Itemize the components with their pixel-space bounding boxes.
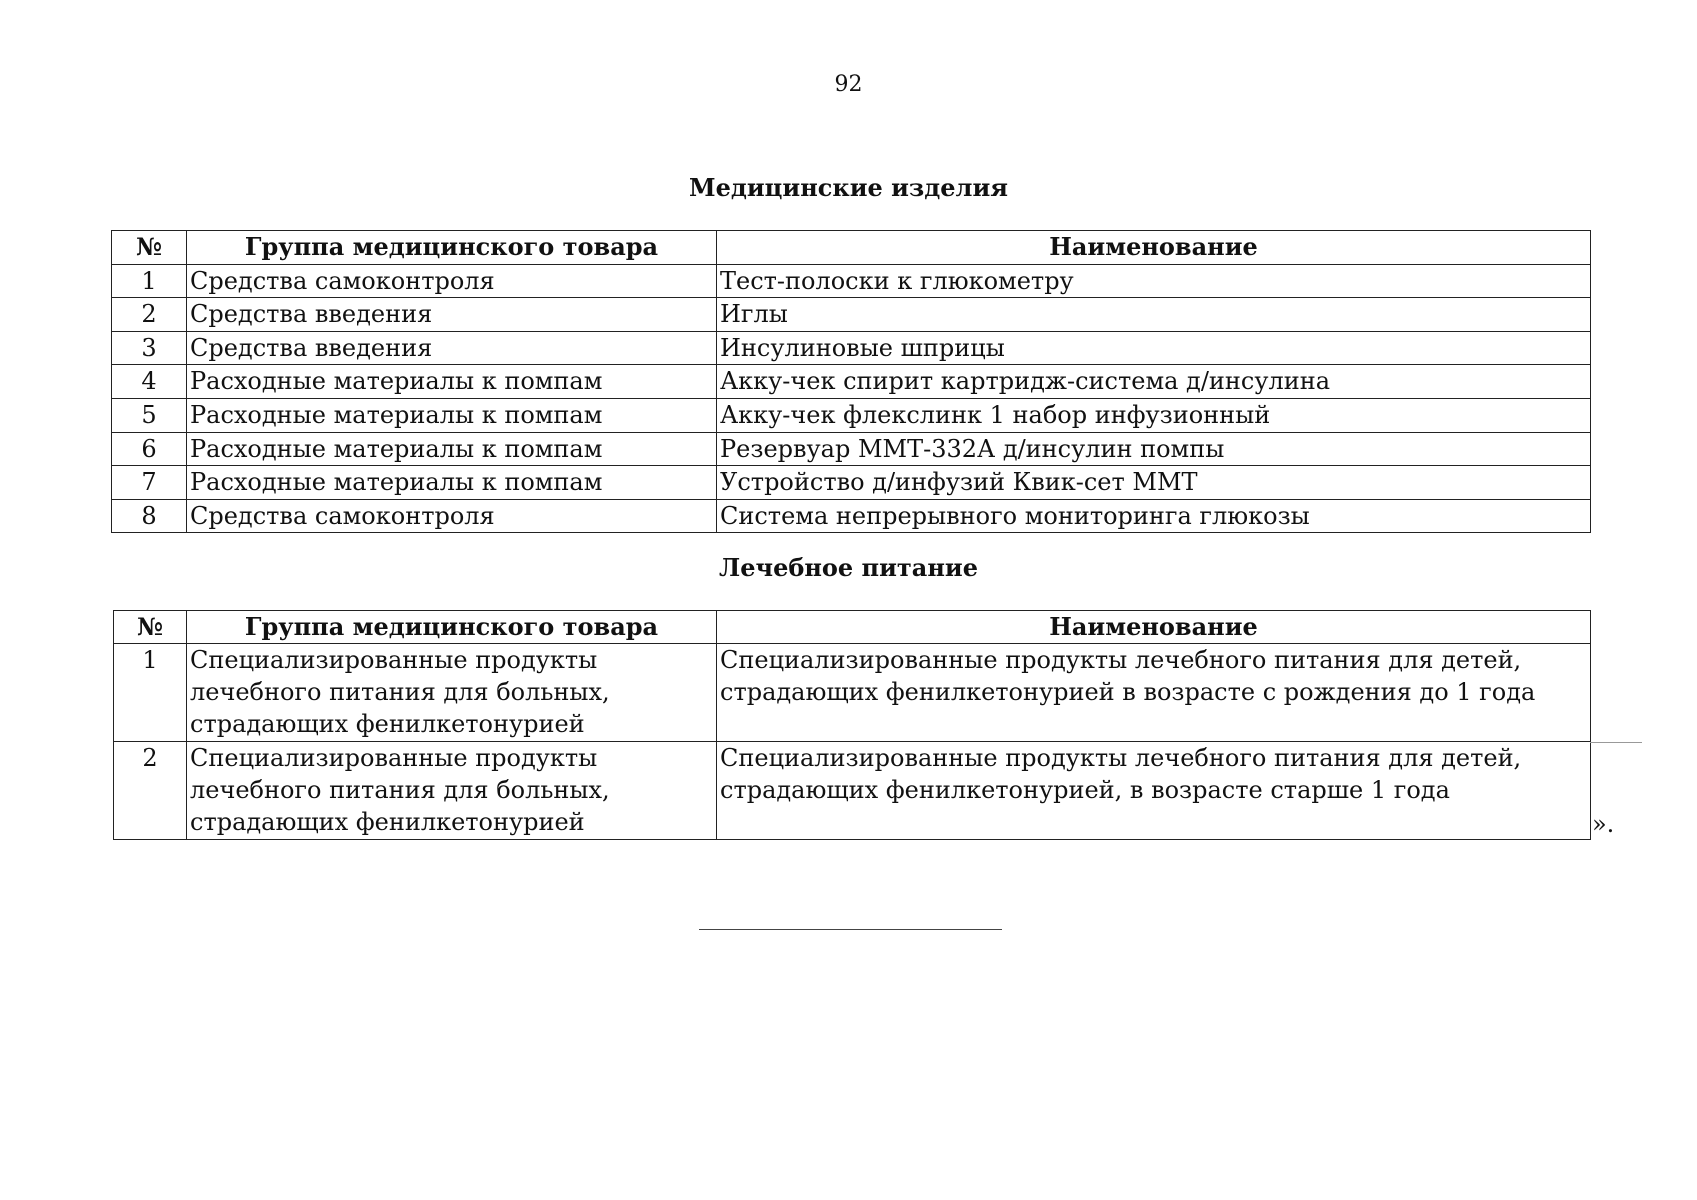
table-header-row bbox=[112, 231, 1591, 265]
row-number: 6 bbox=[112, 432, 187, 466]
row-name: Тест-полоски к глюкометру bbox=[717, 264, 1591, 298]
table-row bbox=[112, 398, 1591, 432]
page-number: 92 bbox=[834, 72, 863, 97]
row-name: Инсулиновые шприцы bbox=[717, 331, 1591, 365]
row-group: Средства введения bbox=[187, 331, 717, 365]
row-number: 1 bbox=[114, 644, 187, 742]
column-header-number: № bbox=[112, 231, 187, 265]
table-row bbox=[114, 644, 1591, 742]
row-group: Расходные материалы к помпам bbox=[187, 365, 717, 399]
table-row bbox=[112, 365, 1591, 399]
row-group: Специализированные продукты лечебного питания для больных, страдающих фенилкетонурией bbox=[187, 742, 717, 840]
table-row bbox=[112, 331, 1591, 365]
medical-devices-table bbox=[111, 230, 1591, 533]
row-name: Акку-чек спирит картридж-система д/инсулина bbox=[717, 365, 1591, 399]
column-header-group: Группа медицинского товара bbox=[187, 231, 717, 265]
column-header-name: Наименование bbox=[717, 611, 1591, 644]
row-name: Специализированные продукты лечебного питания для детей, страдающих фенилкетонурией, в возрасте старше 1 года bbox=[717, 742, 1591, 840]
row-group: Средства самоконтроля bbox=[187, 264, 717, 298]
row-name: Резервуар ММТ-332А д/инсулин помпы bbox=[717, 432, 1591, 466]
row-group: Средства введения bbox=[187, 298, 717, 332]
row-group: Специализированные продукты лечебного питания для больных, страдающих фенилкетонурией bbox=[187, 644, 717, 742]
row-number: 2 bbox=[112, 298, 187, 332]
footer-rule bbox=[699, 929, 1002, 930]
row-name: Акку-чек флекслинк 1 набор инфузионный bbox=[717, 398, 1591, 432]
column-header-number: № bbox=[114, 611, 187, 644]
table-row bbox=[112, 499, 1591, 533]
table-row bbox=[112, 264, 1591, 298]
table-extension-line bbox=[1590, 742, 1642, 743]
row-number: 2 bbox=[114, 742, 187, 840]
table-row bbox=[112, 432, 1591, 466]
row-name: Иглы bbox=[717, 298, 1591, 332]
table-row bbox=[112, 298, 1591, 332]
row-group: Расходные материалы к помпам bbox=[187, 432, 717, 466]
row-group: Расходные материалы к помпам bbox=[187, 398, 717, 432]
row-number: 5 bbox=[112, 398, 187, 432]
section-title-medical-nutrition: Лечебное питание bbox=[719, 553, 978, 582]
closing-quote-mark: ». bbox=[1592, 810, 1615, 838]
table-row bbox=[112, 466, 1591, 500]
row-number: 8 bbox=[112, 499, 187, 533]
table-row bbox=[114, 742, 1591, 840]
row-name: Устройство д/инфузий Квик-сет ММТ bbox=[717, 466, 1591, 500]
row-number: 3 bbox=[112, 331, 187, 365]
row-number: 1 bbox=[112, 264, 187, 298]
row-name: Система непрерывного мониторинга глюкозы bbox=[717, 499, 1591, 533]
section-title-medical-devices: Медицинские изделия bbox=[689, 173, 1008, 202]
row-name: Специализированные продукты лечебного питания для детей, страдающих фенилкетонурией в возрасте с рождения до 1 года bbox=[717, 644, 1591, 742]
medical-nutrition-table bbox=[113, 610, 1591, 840]
column-header-name: Наименование bbox=[717, 231, 1591, 265]
row-number: 4 bbox=[112, 365, 187, 399]
column-header-group: Группа медицинского товара bbox=[187, 611, 717, 644]
row-group: Средства самоконтроля bbox=[187, 499, 717, 533]
row-group: Расходные материалы к помпам bbox=[187, 466, 717, 500]
table-header-row bbox=[114, 611, 1591, 644]
row-number: 7 bbox=[112, 466, 187, 500]
